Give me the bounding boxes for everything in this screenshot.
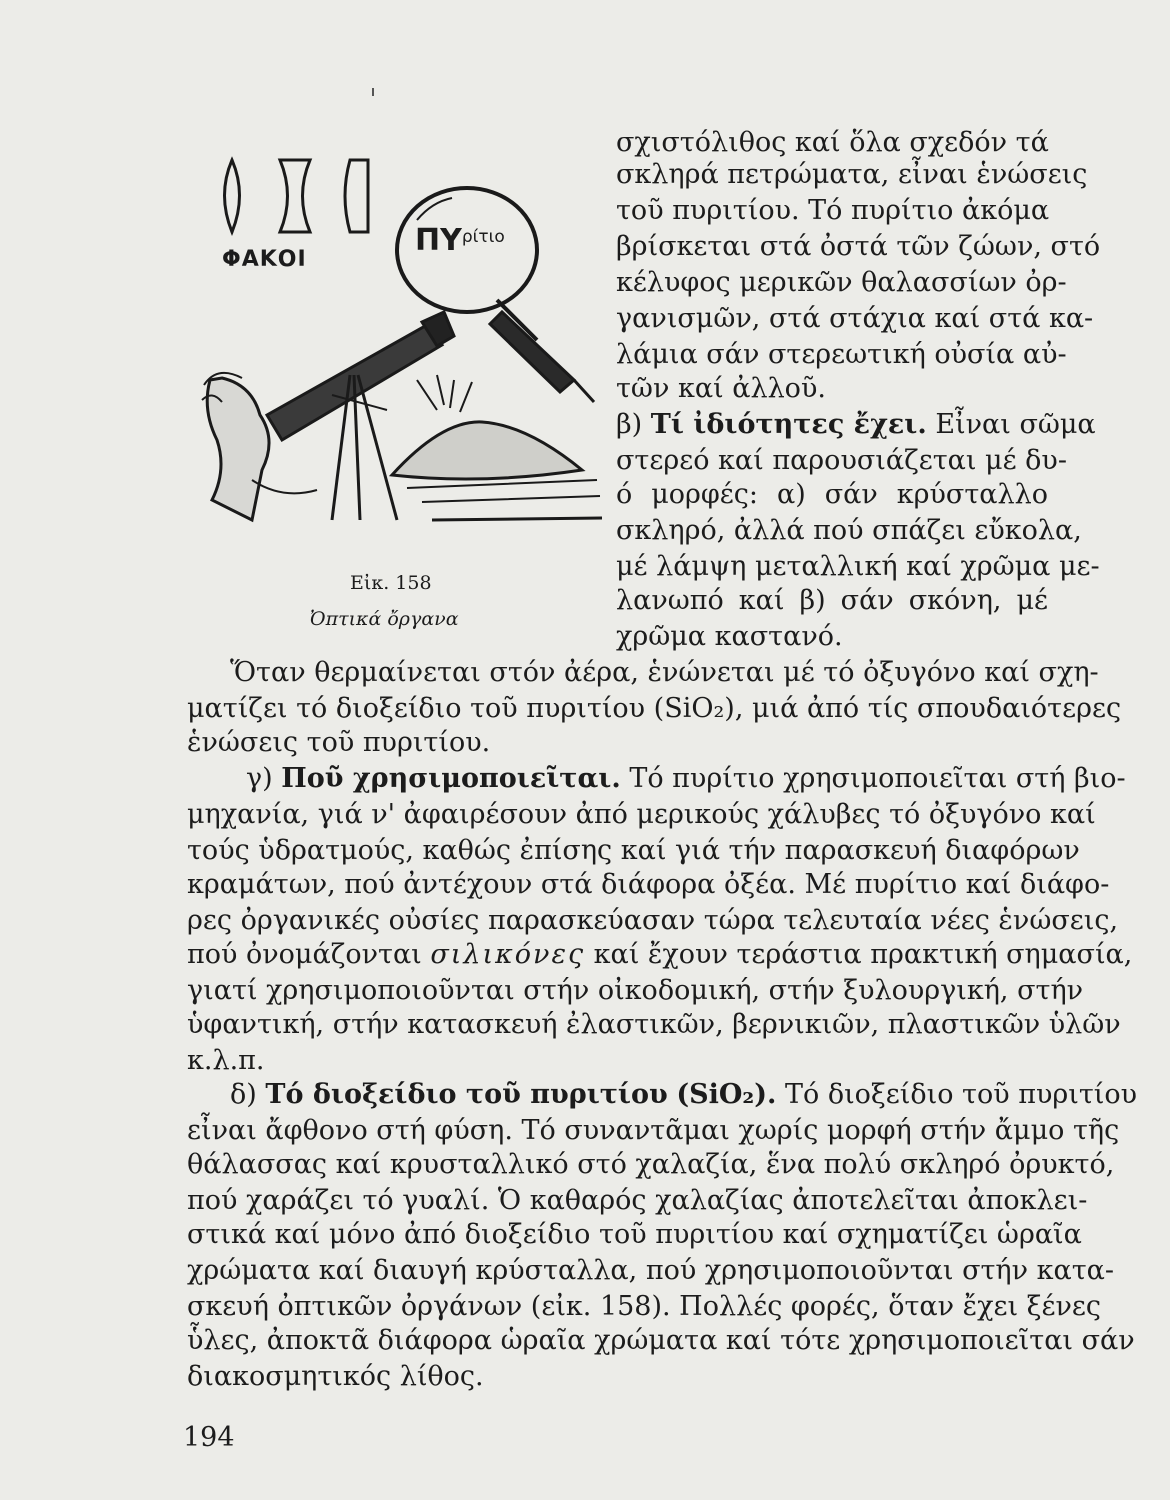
plano-lens-icon (345, 160, 368, 232)
text-line: κ.λ.π. (187, 1045, 265, 1076)
text-line: Ὅταν θερμαίνεται στόν ἀέρα, ἑνώνεται μέ τό ὀξυγόνο καί σχη- (230, 657, 1099, 688)
section-b-heading-line (616, 408, 1096, 448)
text-line: ό μορφές: α) σάν κρύσταλλο (616, 479, 1048, 510)
text-line: σκευή ὀπτικῶν ὀργάνων (εἰκ. 158). Πολλές φορές, ὅταν ἔχει ξένες (187, 1291, 1102, 1322)
pyritio-label (415, 223, 505, 258)
text-line: γανισμῶν, στά στάχια καί στά κα- (616, 303, 1094, 334)
silicones-term: σιλικόνες (430, 939, 586, 970)
concave-lens-icon (280, 160, 310, 232)
section-d-heading: Τό διοξείδιο τοῦ πυριτίου (265, 1079, 668, 1110)
text-line: ἑνώσεις τοῦ πυριτίου. (187, 727, 491, 758)
page-number: 194 (183, 1422, 235, 1453)
text-line: μέ λάμψη μεταλλική καί χρῶμα με- (616, 551, 1100, 582)
text-fragment: καί ἔχουν τεράστια πρακτική σημασία, (593, 939, 1133, 970)
section-b-marker: β) (616, 409, 643, 440)
text-line: λανωπό καί β) σάν σκόνη, μέ (616, 585, 1048, 616)
text-line: σκληρό, ἀλλά πού σπάζει εὔκολα, (616, 515, 1082, 546)
text-line: ματίζει τό διοξείδιο τοῦ πυριτίου (SiO₂), μιά ἀπό τίς σπουδαιότερες (187, 693, 1122, 724)
text-fragment: πού ὀνομάζονται (187, 939, 422, 970)
sand-pile (392, 422, 582, 479)
section-c-heading: Ποῦ χρησιμοποιεῖται. (281, 763, 621, 794)
optical-instruments-illustration (182, 140, 607, 540)
text-line: λάμια σάν στερεωτική οὐσία αὐ- (616, 339, 1067, 370)
section-b-heading: Τί ἰδιότητες ἔχει. (650, 409, 927, 440)
text-line: θάλασσας καί κρυσταλλικό στό χαλαζία, ἕνα πολύ σκληρό ὀρυκτό, (187, 1149, 1115, 1180)
text-line: μηχανία, γιά ν' ἀφαιρέσουν ἀπό μερικούς χάλυβες τό ὀξυγόνο καί (187, 799, 1096, 830)
text-line: ὑφαντική, στήν κατασκευή ἐλαστικῶν, βερνικιῶν, πλαστικῶν ὑλῶν (187, 1009, 1121, 1040)
text-line: τοῦ πυριτίου. Τό πυρίτιο ἀκόμα (616, 195, 1050, 226)
section-d-marker: δ) (230, 1079, 257, 1110)
figure-optical-instruments (182, 140, 607, 640)
text-line: ὗλες, ἀποκτᾶ διάφορα ὡραῖα χρώματα καί τότε χρησιμοποιεῖται σάν (187, 1325, 1135, 1356)
text-line: κέλυφος μερικῶν θαλασσίων ὀρ- (616, 267, 1067, 298)
observer-figure (207, 378, 269, 520)
section-c-marker: γ) (246, 763, 273, 794)
pyritio-label-small: ρίτιο (461, 227, 505, 247)
text-line: σχιστόλιθος καί ὅλα σχεδόν τά (616, 127, 1049, 158)
section-c-text: Τό πυρίτιο χρησιμοποιεῖται στή βιο- (629, 763, 1126, 794)
text-line: στερεό καί παρουσιάζεται μέ δυ- (616, 445, 1067, 476)
text-line: γιατί χρησιμοποιοῦνται στήν οἰκοδομική, στήν ξυλουργική, στήν (187, 975, 1084, 1006)
text-line: διακοσμητικός λίθος. (187, 1361, 484, 1392)
print-speck (372, 88, 374, 96)
text-line: κραμάτων, πού ἀντέχουν στά διάφορα ὀξέα. Μέ πυρίτιο καί διάφο- (187, 869, 1110, 900)
figure-number: Εἰκ. 158 (350, 572, 432, 594)
figure-caption: Ὀπτικά ὄργανα (310, 608, 459, 630)
pyritio-label-big: ΠΥ (415, 223, 462, 258)
section-b-text: Εἶναι σῶμα (935, 409, 1096, 440)
text-line: ρες ὀργανικές οὐσίες παρασκεύασαν τώρα τελευταία νέες ἑνώσεις, (187, 905, 1119, 936)
section-d-heading-line (230, 1078, 1138, 1118)
text-line: στικά καί μόνο ἀπό διοξείδιο τοῦ πυριτίου καί σχηματίζει ὡραῖα (187, 1219, 1082, 1250)
section-d-text: Τό διοξείδιο τοῦ πυριτίου (784, 1079, 1138, 1110)
text-line: χρώματα καί διαυγή κρύσταλλα, πού χρησιμοποιοῦνται στήν κατα- (187, 1255, 1115, 1286)
text-line: εἶναι ἄφθονο στή φύση. Τό συναντᾶμαι χωρίς μορφή στήν ἄμμο τῆς (187, 1115, 1120, 1146)
text-line: σκληρά πετρώματα, εἶναι ἑνώσεις (616, 159, 1088, 190)
text-line: βρίσκεται στά ὀστά τῶν ζώων, στό (616, 231, 1101, 262)
text-line: χρῶμα καστανό. (616, 621, 843, 652)
text-line: τούς ὑδρατμούς, καθώς ἐπίσης καί γιά τήν παρασκευή διαφόρων (187, 835, 1080, 866)
text-line: τῶν καί ἀλλοῦ. (616, 373, 826, 404)
lenses-label: ΦΑΚΟΙ (222, 247, 307, 272)
section-c-heading-line (246, 762, 1126, 802)
section-d-formula: (SiO₂). (676, 1079, 777, 1110)
text-line: πού χαράζει τό γυαλί. Ὁ καθαρός χαλαζίας ἀποτελεῖται ἀποκλει- (187, 1185, 1088, 1216)
silicones-line (187, 938, 1133, 978)
convex-lens-icon (225, 160, 240, 232)
